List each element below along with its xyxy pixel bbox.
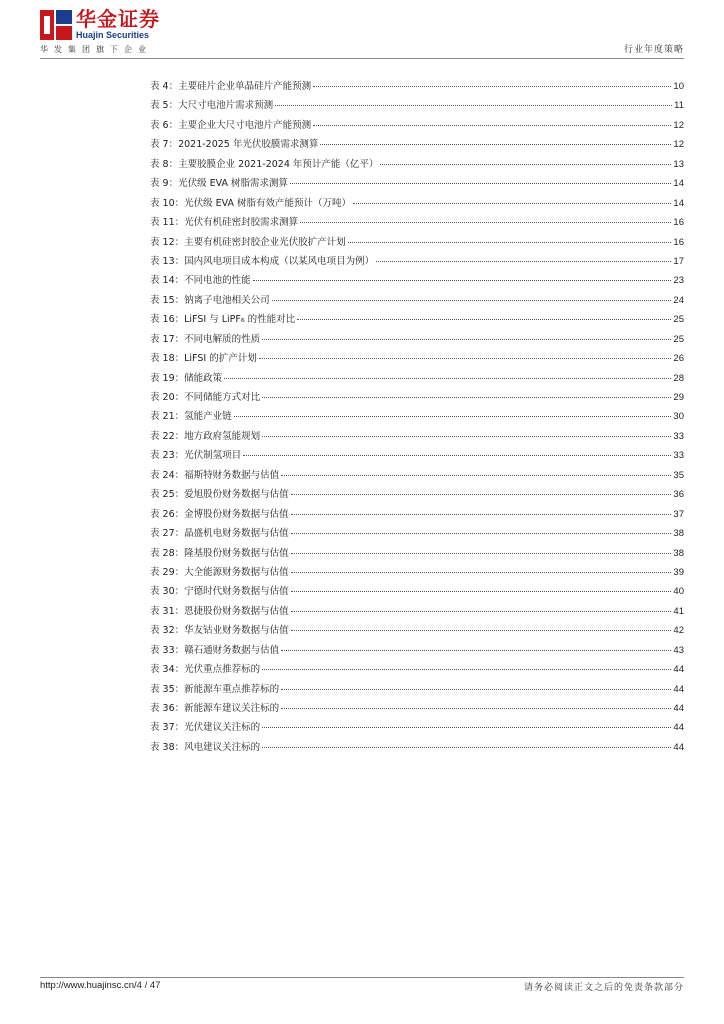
toc-leader-dots	[291, 514, 672, 515]
toc-entry-page[interactable]: 39	[673, 566, 684, 578]
toc-entry-page[interactable]: 12	[673, 119, 684, 131]
toc-entry-label[interactable]: 表 10：光伏级 EVA 树脂有效产能预计（万吨）	[150, 197, 352, 209]
footer-divider	[40, 977, 684, 978]
toc-entry-page[interactable]: 30	[673, 411, 684, 423]
toc-entry-label[interactable]: 表 14：不同电池的性能	[150, 275, 251, 287]
toc-entry[interactable]	[150, 353, 684, 372]
toc-entry[interactable]	[150, 470, 684, 489]
report-type: 行业年度策略	[623, 45, 684, 55]
huajin-logo-icon	[40, 10, 72, 40]
toc-leader-dots	[291, 494, 672, 495]
group-affiliation: 华发集团旗下企业	[40, 45, 152, 54]
toc-entry-label[interactable]: 表 35：新能源车重点推荐标的	[150, 683, 280, 695]
toc-leader-dots	[353, 203, 671, 204]
toc-entry-label[interactable]: 表 6：主要企业大尺寸电池片产能预测	[150, 119, 312, 131]
toc-entry-page[interactable]: 44	[673, 664, 684, 676]
toc-entry-label[interactable]: 表 26：金博股份财务数据与估值	[150, 508, 289, 520]
toc-leader-dots	[262, 397, 671, 398]
toc-entry-label[interactable]: 表 31：恩捷股份财务数据与估值	[150, 605, 289, 617]
toc-entry[interactable]	[150, 275, 684, 294]
toc-entry-page[interactable]: 44	[673, 722, 684, 734]
toc-leader-dots	[313, 86, 671, 87]
toc-entry-label[interactable]: 表 27：晶盛机电财务数据与估值	[150, 528, 289, 540]
toc-entry-page[interactable]: 10	[673, 81, 684, 92]
toc-entry-label[interactable]: 表 11：光伏有机硅密封胶需求测算	[150, 217, 299, 229]
toc-entry[interactable]	[150, 450, 684, 469]
toc-entry-page[interactable]: 25	[673, 314, 684, 326]
toc-leader-dots	[291, 611, 672, 612]
toc-leader-dots	[281, 475, 671, 476]
toc-leader-dots	[272, 300, 672, 301]
toc-entry-page[interactable]: 12	[673, 139, 684, 151]
toc-entry-page[interactable]: 37	[673, 508, 684, 520]
toc-entry-page[interactable]: 33	[673, 450, 684, 462]
toc-leader-dots	[320, 144, 671, 145]
toc-leader-dots	[291, 591, 672, 592]
toc-entry-label[interactable]: 表 16：LiFSI 与 LiPF₆ 的性能对比	[150, 314, 296, 326]
toc-entry-label[interactable]: 表 19：储能政策	[150, 372, 223, 384]
toc-leader-dots	[262, 727, 671, 728]
toc-entry[interactable]	[150, 178, 684, 197]
page-number: 4 / 47	[136, 980, 161, 991]
toc-entry-page[interactable]: 24	[673, 294, 684, 306]
toc-entry-label[interactable]: 表 21：氢能产业链	[150, 411, 232, 423]
toc-entry-label[interactable]: 表 22：地方政府氢能规划	[150, 430, 261, 442]
toc-leader-dots	[224, 378, 671, 379]
toc-entry-page[interactable]: 28	[673, 372, 684, 384]
toc-entry[interactable]	[150, 528, 684, 547]
toc-entry[interactable]	[150, 548, 684, 567]
toc-entry[interactable]	[150, 567, 684, 586]
toc-entry-label[interactable]: 表 15：钠离子电池相关公司	[150, 294, 270, 306]
toc-entry-page[interactable]: 35	[673, 469, 684, 481]
toc-entry[interactable]	[150, 237, 684, 256]
toc-leader-dots	[313, 125, 671, 126]
toc-leader-dots	[291, 572, 672, 573]
toc-entry[interactable]	[150, 100, 684, 119]
toc-entry[interactable]	[150, 703, 684, 722]
toc-leader-dots	[376, 261, 671, 262]
toc-entry-page[interactable]: 38	[673, 528, 684, 540]
toc-leader-dots	[348, 242, 672, 243]
toc-entry[interactable]	[150, 489, 684, 508]
toc-entry-label[interactable]: 表 13：国内风电项目成本构成（以某风电项目为例）	[150, 255, 375, 267]
toc-entry-page[interactable]: 41	[673, 605, 684, 617]
toc-leader-dots	[281, 689, 671, 690]
toc-leader-dots	[281, 708, 671, 709]
toc-entry[interactable]	[150, 217, 684, 236]
toc-entry[interactable]	[150, 684, 684, 703]
toc-entry-page[interactable]: 26	[673, 353, 684, 365]
toc-entry-label[interactable]: 表 17：不同电解质的性质	[150, 333, 261, 345]
toc-entry[interactable]	[150, 625, 684, 644]
toc-entry-label[interactable]: 表 12：主要有机硅密封胶企业光伏胶扩产计划	[150, 236, 346, 248]
toc-leader-dots	[291, 553, 672, 554]
page-header	[0, 0, 724, 60]
toc-leader-dots	[234, 416, 672, 417]
toc-entry-page[interactable]: 16	[673, 217, 684, 229]
toc-entry-page[interactable]: 29	[673, 392, 684, 403]
toc-entry-label[interactable]: 表 5：大尺寸电池片需求预测	[150, 100, 274, 112]
toc-entry-label[interactable]: 表 4：主要硅片企业单晶硅片产能预测	[150, 81, 312, 92]
toc-entry[interactable]	[150, 411, 684, 430]
footer-disclaimer: 请务必阅读正文之后的免责条款部分	[523, 983, 684, 993]
toc-entry-label[interactable]: 表 37：光伏建议关注标的	[150, 722, 261, 734]
toc-entry[interactable]	[150, 139, 684, 158]
table-of-tables	[150, 81, 684, 761]
toc-entry[interactable]	[150, 256, 684, 275]
toc-leader-dots	[262, 436, 671, 437]
toc-leader-dots	[253, 280, 672, 281]
toc-entry-page[interactable]: 44	[673, 683, 684, 695]
toc-entry-label[interactable]: 表 20：不同储能方式对比	[150, 392, 261, 403]
toc-entry-page[interactable]: 40	[673, 586, 684, 598]
website-link[interactable]: http://www.huajinsc.cn/	[40, 980, 137, 991]
toc-entry-page[interactable]: 25	[673, 333, 684, 345]
toc-entry[interactable]	[150, 722, 684, 741]
footer-url[interactable]	[40, 980, 160, 991]
toc-entry[interactable]	[150, 606, 684, 625]
toc-entry-label[interactable]: 表 32：华友钴业财务数据与估值	[150, 625, 289, 637]
toc-entry-label[interactable]: 表 9：光伏级 EVA 树脂需求测算	[150, 178, 288, 190]
toc-entry[interactable]	[150, 586, 684, 605]
toc-entry[interactable]	[150, 742, 684, 761]
toc-leader-dots	[297, 319, 671, 320]
toc-leader-dots	[291, 630, 672, 631]
toc-entry-label[interactable]: 表 29：大全能源财务数据与估值	[150, 566, 289, 578]
toc-entry-label[interactable]: 表 23：光伏制氢项目	[150, 450, 242, 462]
toc-leader-dots	[275, 105, 672, 106]
toc-entry[interactable]	[150, 334, 684, 353]
toc-entry[interactable]	[150, 295, 684, 314]
toc-entry[interactable]	[150, 392, 684, 411]
toc-entry[interactable]	[150, 81, 684, 100]
toc-entry-page[interactable]: 16	[673, 236, 684, 248]
toc-entry-label[interactable]: 表 25：爱旭股份财务数据与估值	[150, 489, 289, 501]
toc-entry-page[interactable]: 23	[673, 275, 684, 287]
toc-entry[interactable]	[150, 120, 684, 139]
toc-entry[interactable]	[150, 314, 684, 333]
toc-leader-dots	[290, 183, 671, 184]
toc-entry-page[interactable]: 33	[673, 430, 684, 442]
company-name-en: Huajin Securities	[76, 30, 150, 40]
toc-leader-dots	[300, 222, 671, 223]
toc-entry-page[interactable]: 11	[674, 100, 684, 112]
toc-entry[interactable]	[150, 431, 684, 450]
toc-leader-dots	[262, 747, 671, 748]
toc-entry-label[interactable]: 表 8：主要胶膜企业 2021-2024 年预计产能（亿平）	[150, 158, 379, 170]
toc-entry-page[interactable]: 44	[673, 703, 684, 714]
toc-entry[interactable]	[150, 509, 684, 528]
toc-leader-dots	[243, 455, 671, 456]
toc-entry-page[interactable]: 44	[673, 741, 684, 753]
toc-entry-page[interactable]: 14	[673, 197, 684, 209]
toc-entry-page[interactable]: 43	[673, 644, 684, 656]
toc-leader-dots	[291, 533, 672, 534]
toc-entry-label[interactable]: 表 28：隆基股份财务数据与估值	[150, 547, 289, 559]
toc-entry[interactable]	[150, 645, 684, 664]
toc-entry-label[interactable]: 表 38：风电建议关注标的	[150, 741, 261, 753]
toc-entry-label[interactable]: 表 36：新能源车建议关注标的	[150, 703, 280, 714]
toc-entry[interactable]	[150, 664, 684, 683]
header-divider	[40, 58, 684, 59]
toc-entry-label[interactable]: 表 30：宁德时代财务数据与估值	[150, 586, 289, 598]
toc-entry-page[interactable]: 14	[673, 178, 684, 190]
toc-entry[interactable]	[150, 159, 684, 178]
toc-entry-label[interactable]: 表 7：2021-2025 年光伏胶膜需求测算	[150, 139, 319, 151]
toc-entry-page[interactable]: 36	[673, 489, 684, 501]
toc-leader-dots	[259, 358, 672, 359]
toc-entry[interactable]	[150, 198, 684, 217]
toc-entry-label[interactable]: 表 18：LiFSI 的扩产计划	[150, 353, 257, 365]
toc-leader-dots	[281, 650, 671, 651]
toc-leader-dots	[262, 339, 671, 340]
toc-entry-page[interactable]: 17	[673, 255, 684, 267]
company-name-cn: 华金证券	[76, 7, 160, 31]
toc-entry[interactable]	[150, 373, 684, 392]
toc-entry-page[interactable]: 13	[673, 158, 684, 170]
toc-entry-page[interactable]: 38	[673, 547, 684, 559]
toc-entry-page[interactable]: 42	[673, 625, 684, 637]
toc-leader-dots	[262, 669, 671, 670]
toc-entry-label[interactable]: 表 24：福斯特财务数据与估值	[150, 469, 280, 481]
toc-leader-dots	[380, 164, 671, 165]
toc-entry-label[interactable]: 表 33：赣石通财务数据与估值	[150, 644, 280, 656]
toc-entry-label[interactable]: 表 34：光伏重点推荐标的	[150, 664, 261, 676]
